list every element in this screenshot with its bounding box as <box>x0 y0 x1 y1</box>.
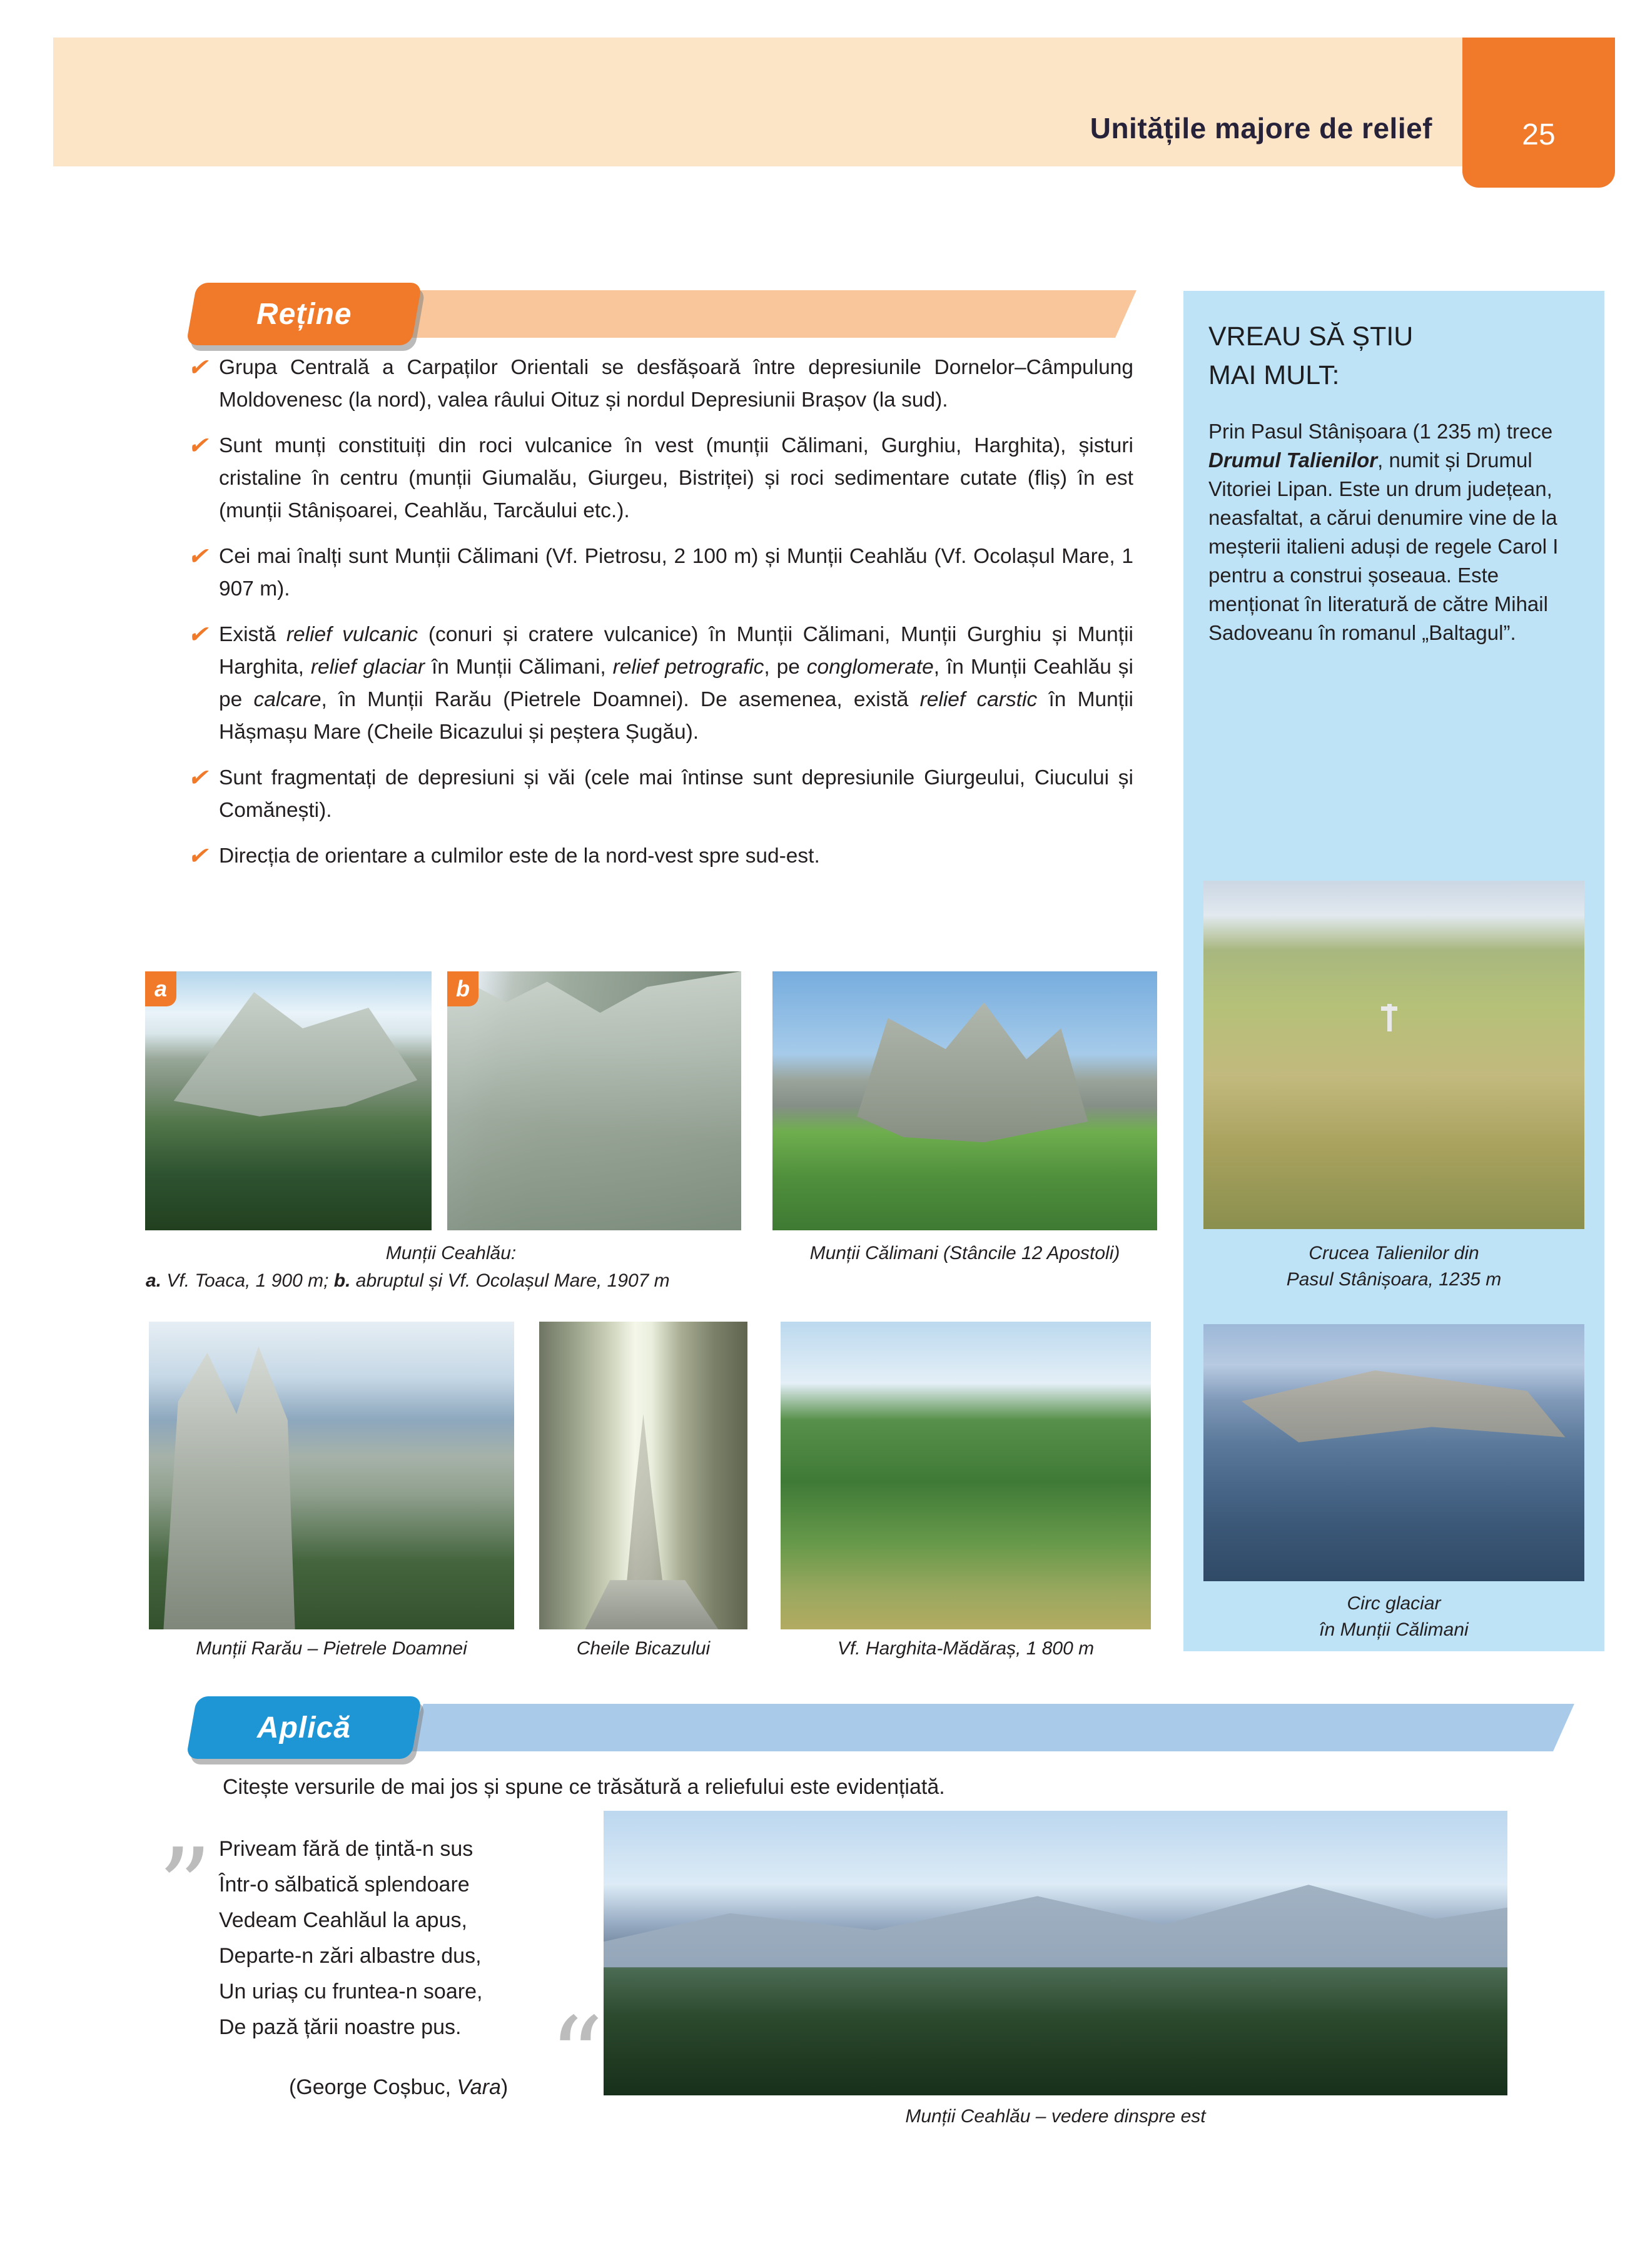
bullet-text: Grupa Centrală a Carpaților Orientali se desfășoară între depresiunile Dornelor–Câmpulung Moldovenesc (la nord), valea râului Oituz și nordul Depresiunii Brașov (la sud). <box>219 356 1133 412</box>
caption-ceahlau-title: Munții Ceahlău: <box>385 1243 517 1263</box>
retine-bullet-list <box>188 352 1133 886</box>
road-shape <box>539 1580 747 1629</box>
bullet-text: Sunt fragmentați de depresiuni și văi (cele mai întinse sunt depresiunile Giurgeului, Ciucului și Comănești). <box>219 766 1133 822</box>
rock-pinnacles-shape <box>149 1322 514 1629</box>
header-band <box>53 38 1615 166</box>
caption-calimani: Munții Călimani (Stâncile 12 Apostoli) <box>809 1243 1120 1263</box>
aplica-badge <box>186 1696 422 1759</box>
cross-icon <box>1379 999 1400 1031</box>
figure-label-a: a <box>145 971 176 1006</box>
mountain-peak-shape <box>145 971 432 1230</box>
photo-pietrele-doamnei <box>149 1322 514 1629</box>
check-icon: ✔ <box>188 622 208 648</box>
mountain-ridge-shape <box>604 1811 1507 2095</box>
quote-open-icon: ” <box>158 1826 212 1950</box>
photo-circ-glaciar <box>1203 1324 1584 1581</box>
caption-crucea-talienilor: Crucea Talienilor din Pasul Stânișoara, 1235 m <box>1286 1243 1502 1290</box>
caption-harghita: Vf. Harghita-Mădăraș, 1 800 m <box>837 1638 1095 1659</box>
page-number: 25 <box>1522 118 1556 151</box>
photo-stancile-12-apostoli <box>772 971 1157 1230</box>
list-item <box>188 430 1133 527</box>
check-icon: ✔ <box>188 765 208 791</box>
list-item <box>188 540 1133 605</box>
photo-vf-toaca <box>145 971 432 1230</box>
poem <box>219 1831 482 2045</box>
sidebar-title-line1: VREAU SĂ ȘTIU <box>1208 321 1414 352</box>
poem-line: Departe-n zări albastre dus, <box>219 1944 482 1968</box>
retine-badge-label: Reține <box>256 297 352 331</box>
sidebar-title-line2: MAI MULT: <box>1208 360 1340 390</box>
photo-cheile-bicazului <box>539 1322 747 1629</box>
list-item <box>188 619 1133 749</box>
poem-author: (George Coșbuc, Vara) <box>289 2075 509 2099</box>
photo-harghita-madaras <box>781 1322 1151 1629</box>
caption-ceahlau-detail: a. Vf. Toaca, 1 900 m; b. abruptul și Vf. Ocolașul Mare, 1907 m <box>146 1270 670 1291</box>
photo-ocolasul-mare <box>447 971 741 1230</box>
caption-circ-glaciar: Circ glaciar în Munții Călimani <box>1319 1593 1469 1640</box>
check-icon: ✔ <box>188 843 208 869</box>
photo-crucea-talienilor <box>1203 881 1584 1229</box>
poem-line: De pază țării noastre pus. <box>219 2015 462 2039</box>
sidebar-vreau-sa-stiu <box>1183 291 1604 1651</box>
check-icon: ✔ <box>188 433 208 459</box>
bullet-text: Direcția de orientare a culmilor este de la nord-vest spre sud-est. <box>219 844 820 868</box>
sidebar-paragraph: Prin Pasul Stânișoara (1 235 m) trece Drumul Talienilor, numit și Drumul Vitoriei Lipan. Este un drum județean, neasfaltat, a cărui denumire vine de la meșterii italieni aduși de regele Carol I pentru a construi șoseaua. Este menționat în literatură de către Mihail Sadoveanu în romanul „Baltagul”. <box>1208 420 1559 644</box>
list-item <box>188 352 1133 417</box>
caption-rarau: Munții Rarău – Pietrele Doamnei <box>196 1638 467 1659</box>
quote-close-icon: “ <box>549 1995 604 2119</box>
rock-spires-shape <box>772 971 1157 1230</box>
aplica-instruction: Citește versurile de mai jos și spune ce trăsătură a reliefului este evidențiată. <box>223 1775 945 1799</box>
check-icon: ✔ <box>188 355 208 381</box>
list-item <box>188 840 1133 873</box>
retine-banner <box>390 290 1136 338</box>
page-title: Unitățile majore de relief <box>1090 112 1432 144</box>
list-item <box>188 762 1133 827</box>
caption-ceahlau-panorama: Munții Ceahlău – vedere dinspre est <box>905 2106 1206 2127</box>
aplica-banner <box>402 1704 1574 1751</box>
bullet-text: Sunt munți constituiți din roci vulcanice în vest (munții Călimani, Gurghiu, Harghita), șisturi cristaline în centru (munții Giumalău, Giurgeu, Bistriței) și roci sedimentare cutate (fliș) în est (munții Stânișoarei, Ceahlău, Tarcăului etc.). <box>219 434 1133 522</box>
bullet-text: Există relief vulcanic (conuri și cratere vulcanice) în Munții Călimani, Munții Gurghiu și Munții Harghita, relief glaciar în Munții Călimani, relief petrografic, pe conglomerate, în Munții Ceahlău și pe calcare, în Munții Rarău (Pietrele Doamnei). De asemenea, există relief carstic în Munții Hășmașu Mare (Cheile Bicazului și peștera Șugău). <box>219 623 1133 744</box>
figure-label-b: b <box>447 971 478 1006</box>
bullet-text: Cei mai înalți sunt Munții Călimani (Vf. Pietrosu, 2 100 m) și Munții Ceahlău (Vf. Ocolașul Mare, 1 907 m). <box>219 545 1133 600</box>
caption-bicaz: Cheile Bicazului <box>576 1638 711 1659</box>
poem-line: Într-o sălbatică splendoare <box>219 1873 470 1896</box>
retine-badge <box>186 283 422 345</box>
sidebar-title <box>1208 317 1413 395</box>
photo-ceahlau-panorama <box>604 1811 1507 2095</box>
poem-line: Un uriaș cu fruntea-n soare, <box>219 1980 483 2003</box>
poem-line: Priveam fără de țintă-n sus <box>219 1837 473 1861</box>
cliff-shape <box>447 971 741 1230</box>
check-icon: ✔ <box>188 544 208 570</box>
aplica-badge-label: Aplică <box>256 1711 352 1744</box>
poem-line: Vedeam Ceahlăul la apus, <box>219 1908 467 1932</box>
page-number-box <box>1462 38 1615 188</box>
cirque-shape <box>1203 1324 1584 1581</box>
